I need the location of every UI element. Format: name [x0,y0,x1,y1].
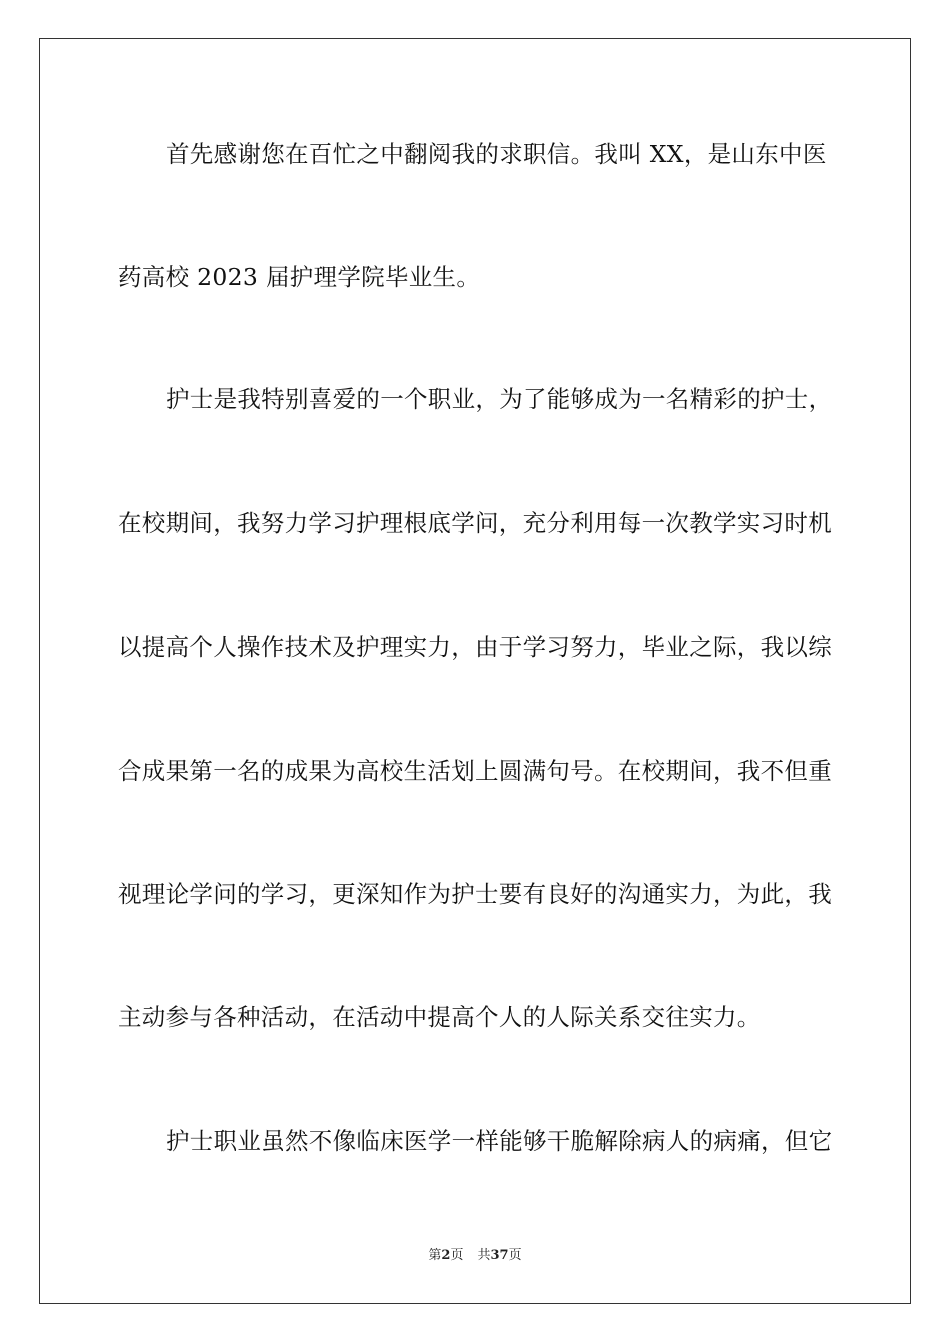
total-pages-number: 37 [490,1248,509,1263]
paragraph-2-line-1: 护士是我特别喜爱的一个职业，为了能够成为一名精彩的护士， [166,385,833,413]
page-footer [0,1247,950,1265]
paragraph-3-line-1: 护士职业虽然不像临床医学一样能够干脆解除病人的病痛，但它 [166,1127,833,1155]
paragraph-2-line-3: 以提高个人操作技术及护理实力，由于学习努力，毕业之际，我以综 [118,633,832,661]
total-suffix: 页 [508,1248,522,1263]
page-suffix: 页 [450,1248,464,1263]
paragraph-2-line-2: 在校期间，我努力学习护理根底学问，充分利用每一次教学实习时机 [118,509,832,537]
paragraph-2-line-4: 合成果第一名的成果为高校生活划上圆满句号。在校期间，我不但重 [118,757,832,785]
paragraph-1-line-1: 首先感谢您在百忙之中翻阅我的求职信。我叫 XX，是山东中医 [166,140,827,168]
current-page-number: 2 [441,1248,451,1263]
total-prefix: 共 [477,1248,491,1263]
paragraph-2-line-6: 主动参与各种活动，在活动中提高个人的人际关系交往实力。 [118,1003,761,1031]
paragraph-1-line-2: 药高校 2023 届护理学院毕业生。 [118,263,481,291]
page-frame [39,38,911,1304]
paragraph-2-line-5: 视理论学问的学习，更深知作为护士要有良好的沟通实力，为此，我 [118,880,832,908]
page-prefix: 第 [428,1248,442,1263]
